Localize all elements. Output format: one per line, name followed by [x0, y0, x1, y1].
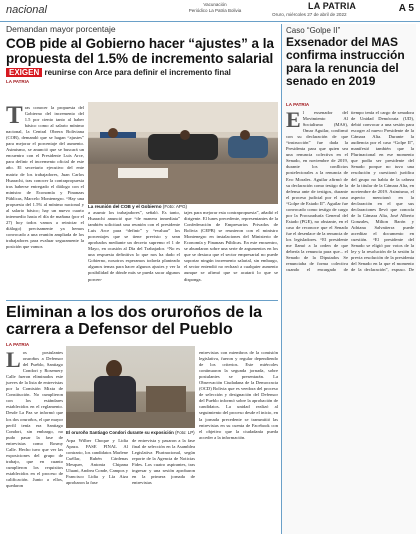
story-kicker: Demandan mayor porcentaje — [6, 24, 116, 34]
story-subhead — [6, 68, 278, 77]
section-label: nacional — [6, 4, 47, 16]
sidebar-headline: Exsenador del MAS confirma instrucción para la renuncia del senado en 2019 — [286, 35, 405, 88]
story2-col1 — [6, 347, 63, 534]
story-cob-article — [6, 24, 278, 282]
photo-condori — [66, 346, 195, 428]
section-divider — [6, 300, 278, 301]
masthead-text: LA PATRIA — [308, 1, 357, 11]
sidebar-kicker: Caso “Golpe II” — [286, 26, 341, 35]
sidebar-col2-text: tiempo tenía el cargo de senadora de Unidad Demócrata (UD), debió convocar a una sesión para escoger al nuevo Presidente de la Cámara Alta. Durante la audiencia por el caso “Golpe II”, manifestó también que la Plurinacional en ese momento que podía ser presidente del Senado porque no tuvo una resolución y cuestionó jurídica del grupo no había de la cabeza de la titular de la Cámara Alta, en noviembre de 2019. Asimismo, el aspecto mencionó en la declaración en el que sus declaraciones llevó que conocía de la Cámara Alta, José Alberto Gonzales, Milton Barón y Adriana Salvatierra puede acreditar el documento en cuestión. “El presidente del Senado se eligió por votos de la ley y la resolución de la sesión la previa resolución de la presidenta del Senado en la que el momento de la declaración”, expuso. De — [351, 110, 414, 273]
subhead-text: reunirse con Arce para definir el incremento final — [44, 68, 231, 77]
story-byline: LA PATRIA — [6, 79, 30, 84]
story2-col4-text: entrevistas con miembros de la comisión legislativa, fueron y regular dependiendo de los criterios. Este miércoles continuaron la segunda jornada, sobre postulantes se presentarán. La Observación Ciudadana de la Democracia (OCD) Bolivia que es veedora del proceso de selección y designación del Defensor del Pueblo informó sobre la aprobación de candidatos. La unidad realizó al seguimiento del proceso desde el inicio, en la jornada precedente se transmitió las entrevistas en su cuenta de Facebook con el objetivo que la ciudadanía pueda acceder a la información. — [199, 350, 278, 440]
story2-col1-text: os postulantes oruroños a Defensor del Pueblo, Santiago Condori y Rosemery Calle fueron eliminados este jueves de la lista de entrevistas por la Comisión Mixta de Constitución. No cumplieron con los estándares establecidos en el reglamento. Desde La Paz se informó que los dos oruroños, el que mayor perfil tenía era Santiago Condori, sin embargo, no pudo pasar la fase de entrevistas como Rosmy Calle. Hecho tuvo que ver las exposiciones del grupo de trabajo, que en cuanto cumplieron los requisitos establecidos en el proceso de calificación. Junto a ellos, quedaron — [6, 350, 63, 489]
photo-cob-caption-text: La reunión del COB y el Gobierno — [88, 204, 162, 209]
photo-condori-caption — [66, 430, 206, 435]
story2-col4 — [199, 350, 278, 534]
header-center-line1: Vacunación — [203, 2, 227, 7]
photo-cob-credit: (Foto: APG) — [162, 204, 188, 209]
photo-cob-caption — [88, 204, 278, 209]
story2-col3 — [132, 438, 195, 534]
page-header — [0, 0, 420, 22]
story-col1-text: ras conocer la propuesta del Gobierno del incremento del 1.5 por ciento tanto al haber básico como al salario mínimo nacional, la Central Obrera Boliviana (COB), demandó que se hagan “ajustes” para mejorar el porcentaje del aumento. Asimismo, se anunció que se buscará un encuentro con el Presidente Luis Arce, para definir el incremento oficial de este año. El secretario ejecutivo del ente matriz de los trabajadores, Juan Carlos Huarachi, tras conocer la contrapropuesta tras haberse entregado el diálogo con el ministro de Economía y Finanzas Públicas, Marcelo Montenegro. “Hay una propuesta del 1.5% al mínimo nacional y al salario básico; hay un nuevo cuarto intermedio hasta el día de mañana (por el 27) hoy todos vamos a reiniciar el diálogo) precisamente ya hemos convocado a una reunión ampliada de los trabajadores para evaluar seguramente la posición que vamos — [6, 105, 84, 250]
photo-condori-credit: (Foto: LP) — [175, 430, 195, 435]
sidebar-continued-column — [281, 272, 416, 534]
sidebar-col1 — [286, 107, 348, 273]
exigen-tag: EXIGEN — [6, 68, 42, 77]
sidebar-golpe-article — [281, 24, 416, 272]
story2-dropcap: L — [6, 347, 21, 372]
dropcap: T — [6, 102, 23, 129]
sidebar-byline: LA PATRIA — [286, 102, 310, 107]
story-col3 — [184, 210, 278, 282]
header-center — [185, 2, 245, 13]
photo-condori-caption-text: El oruroño Santiago Condori durante su exposición — [66, 430, 174, 435]
story2-byline: LA PATRIA — [6, 342, 30, 347]
story2-headline: Eliminan a los dos oruroños de la carrera a Defensor del Pueblo — [6, 304, 263, 338]
story2-col2 — [66, 438, 128, 534]
story-headline: COB pide al Gobierno hacer “ajustes” a la propuesta del 1.5% de incremento salarial — [6, 36, 274, 66]
photo-cob-meeting — [88, 102, 278, 203]
page-number: A 5 — [398, 3, 414, 14]
sidebar-col1-text: l exsenador del Movimiento Al Socialismo (MAS), Omar Aguilar, confirmó con su declaración de que “instrucción” fue dada la Presidenta para que quien sea una renuncia colectiva en el Senado, en noviembre de 2019, durante los conflictos postelectorales a la renuncia de Evo Morales. Aguilar afirmó de su declaración como testigo de la defensa ante de testigos, durante el proceso judicial por el caso “Golpe de Estado II”. Aguilar fue convocado como testigo de cargo por la Procuraduría General del Estado (PGE), no obstante, en el caso de reconoce que el Senado fue el desenlace de la renuncia de los legisladores. “El presidente me llamó a la orden de que debería la renuncia para que... el Senado de la Diputados Se renunciaba de forma colectiva cuando el encargado de — [286, 110, 348, 273]
header-center-line2: Periódico La Patria Bolivia — [188, 7, 242, 13]
story-col1 — [6, 102, 84, 250]
story-defensor-article — [6, 304, 278, 534]
story-col2 — [88, 210, 180, 282]
story2-col2-text: Arpa Wilber Choque y Lidia Apaza. FASE FINAL Al contrario, los candidatos Marlene Cuéllar, Rubén Cárdenas Mesquer, Antonia Chipana Uluani, Andrea Conde, Campos y Francisco Lidia y Lía Aiza aprobaron la fase — [66, 438, 129, 486]
story-col3-text: tajes para mejorar esta contrapropuesta”, añadió el dirigente. El lunes precedente, representantes de la Confederación de Empresarios Privados de Bolivia (CEPB) se reunieron con el ministro Montenegro en instalaciones del Ministerio de Economía y Finanzas Públicas. En este encuentro, se abundaron sobre una serie de argumentos en los que se destaca que el sector empresarial no puede soportar ningún incremento salarial, sin embargo, el sector entendió no rechazó a cualquier aumento aunque se afirmó que se acatará lo que se disponga. — [184, 210, 278, 282]
sidebar-col2 — [351, 110, 414, 272]
story-col2-text: a asumir los trabajadores”, señaló. Es tanto, Huarachi anunció que “de manera inmediata” también solicitará una reunión con el presidente Luis Arce para “definir” y “evaluar” los porcentajes que se tiene previsto y sean aprobados mediante un decreto supremo el 1 de Mayo, en ocasión al Día del Trabajador. “No es una respuesta definitiva lo que nos ha dado el Gobierno, nosotros esperamos todavía planteado algunos temas para hacer algunos ajustes y ver la posibilidad de dónde más se pueda sacar algunos porcen- — [88, 210, 180, 282]
story2-col3-text: de entrevista y pasaron a la fase final de selección en la Asamblea Legislativa Plurinacional, según reporte de la Agencia de Noticias Fides. Los cuatro aspirantes, tras ingresar y una sesión aprobaron en la primera jornada de entrevistas — [132, 438, 195, 486]
masthead — [308, 1, 356, 11]
sidebar-dropcap: E — [286, 107, 301, 132]
page-date: Oruro, miércoles 27 de abril de 2022 — [272, 12, 347, 17]
